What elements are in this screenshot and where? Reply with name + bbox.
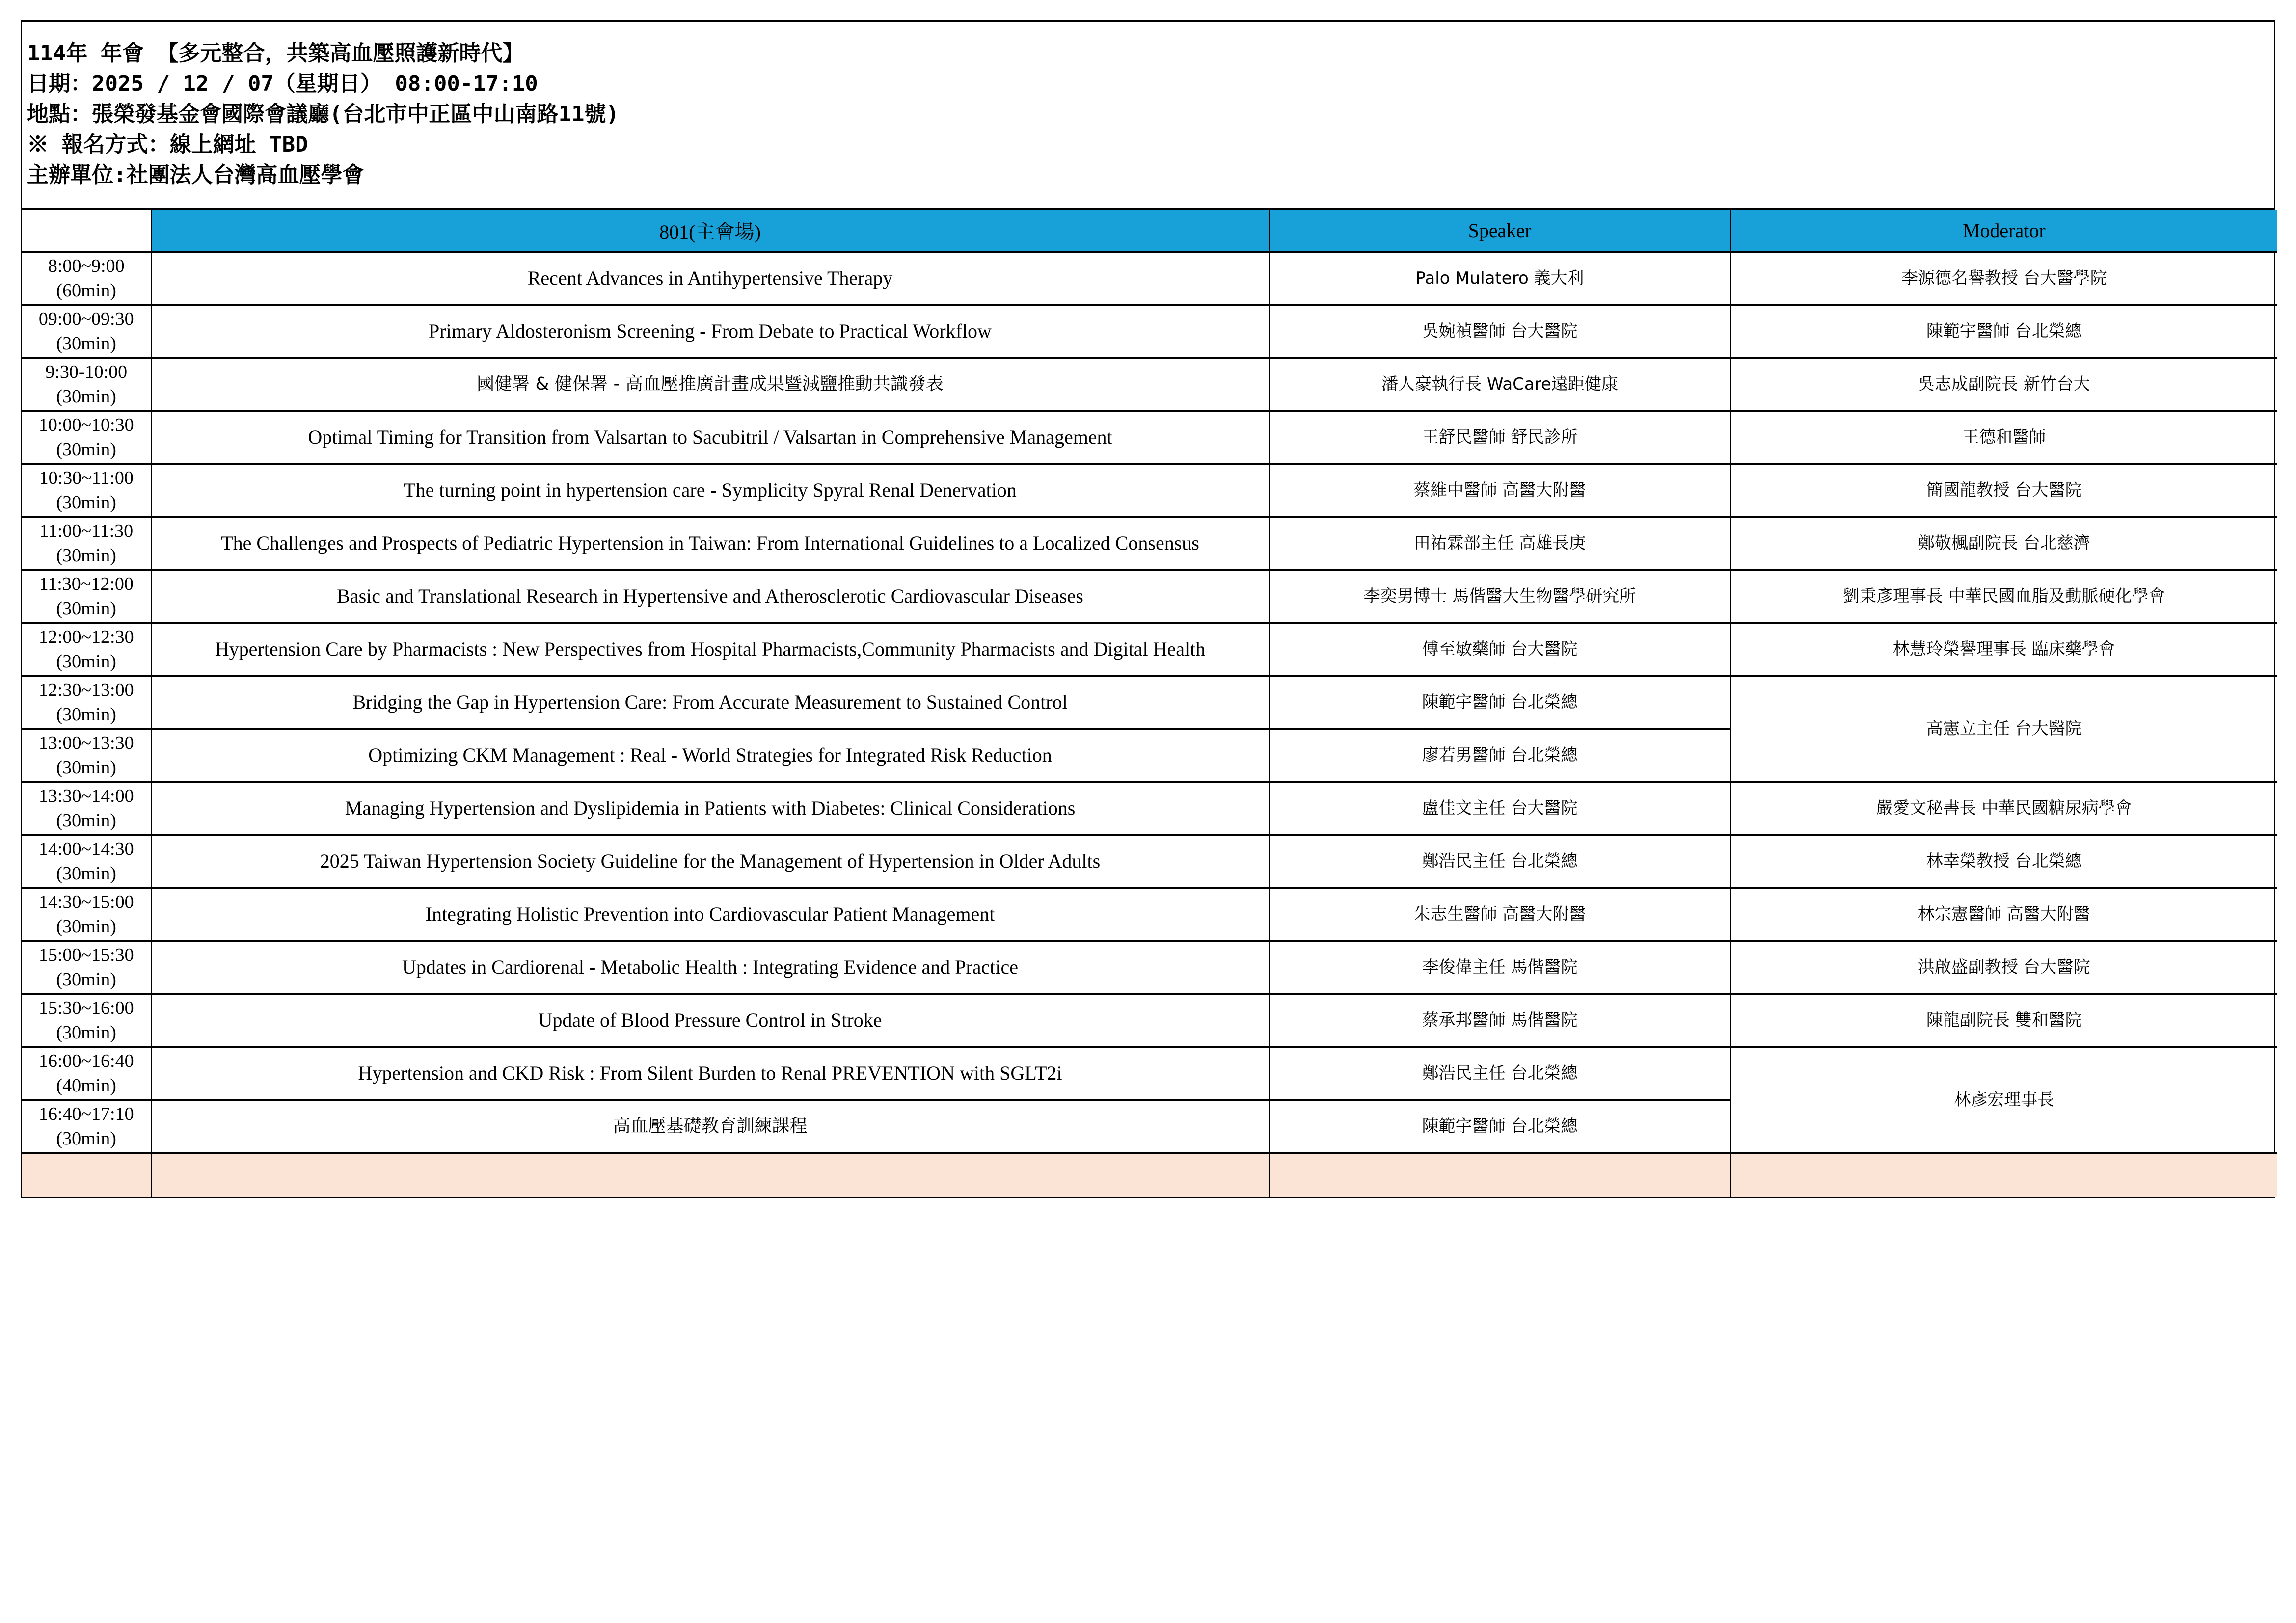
session-moderator: 嚴愛文秘書長 中華民國糖尿病學會 (1730, 782, 2277, 835)
session-topic: The Challenges and Prospects of Pediatric Hypertension in Taiwan: From International Guidelines to a Localized Consensus (151, 517, 1269, 570)
session-moderator: 陳範宇醫師 台北榮總 (1730, 305, 2277, 358)
session-duration: (30min) (56, 545, 116, 566)
session-time-cell (22, 835, 151, 888)
session-topic: Primary Aldosteronism Screening - From Debate to Practical Workflow (151, 305, 1269, 358)
session-moderator: 林宗憲醫師 高醫大附醫 (1730, 888, 2277, 941)
session-topic: 高血壓基礎教育訓練課程 (151, 1100, 1269, 1153)
session-moderator: 李源德名譽教授 台大醫學院 (1730, 252, 2277, 305)
session-time-cell (22, 676, 151, 729)
session-time-cell (22, 358, 151, 411)
session-time-cell (22, 517, 151, 570)
table-row (22, 517, 2277, 570)
session-time: 14:30~15:00 (38, 892, 134, 912)
session-time-cell (22, 464, 151, 517)
empty-footer-row (22, 1153, 2277, 1197)
session-duration: (30min) (56, 757, 116, 778)
session-topic: Updates in Cardiorenal - Metabolic Health : Integrating Evidence and Practice (151, 941, 1269, 994)
table-row (22, 782, 2277, 835)
session-topic: Managing Hypertension and Dyslipidemia in Patients with Diabetes: Clinical Considerations (151, 782, 1269, 835)
session-speaker: 李俊偉主任 馬偕醫院 (1269, 941, 1730, 994)
session-topic: 國健署 & 健保署 - 高血壓推廣計畫成果暨減鹽推動共識發表 (151, 358, 1269, 411)
session-duration: (30min) (56, 916, 116, 937)
session-time: 11:30~12:00 (39, 574, 134, 594)
session-time-cell (22, 305, 151, 358)
session-time: 9:30-10:00 (45, 362, 128, 382)
session-speaker: 田祐霖部主任 高雄長庚 (1269, 517, 1730, 570)
column-header-time (22, 210, 151, 252)
session-time-cell (22, 782, 151, 835)
session-duration: (30min) (56, 810, 116, 831)
session-time-cell (22, 570, 151, 623)
table-row (22, 411, 2277, 464)
session-topic: Recent Advances in Antihypertensive Therapy (151, 252, 1269, 305)
event-title: 114年 年會 【多元整合，共築高血壓照護新時代】 (27, 41, 524, 66)
table-row (22, 676, 2277, 729)
session-time: 13:30~14:00 (38, 786, 134, 806)
session-speaker: 陳範宇醫師 台北榮總 (1269, 1100, 1730, 1153)
session-speaker: 傅至敏藥師 台大醫院 (1269, 623, 1730, 676)
session-topic: Hypertension and CKD Risk : From Silent Burden to Renal PREVENTION with SGLT2i (151, 1047, 1269, 1100)
schedule-table (22, 210, 2277, 1197)
session-duration: (30min) (56, 969, 116, 990)
session-topic: Basic and Translational Research in Hypertensive and Atherosclerotic Cardiovascular Diseases (151, 570, 1269, 623)
session-moderator: 王德和醫師 (1730, 411, 2277, 464)
session-moderator: 林彥宏理事長 (1730, 1047, 2277, 1153)
table-row (22, 835, 2277, 888)
table-row (22, 252, 2277, 305)
column-header-topic: 801(主會場) (151, 210, 1269, 252)
session-speaker: 李奕男博士 馬偕醫大生物醫學研究所 (1269, 570, 1730, 623)
session-time: 16:40~17:10 (38, 1104, 134, 1124)
session-time: 16:00~16:40 (38, 1051, 134, 1071)
session-moderator: 簡國龍教授 台大醫院 (1730, 464, 2277, 517)
session-time: 15:00~15:30 (38, 945, 134, 965)
session-time: 8:00~9:00 (48, 256, 125, 276)
event-organizer: 主辦單位:社團法人台灣高血壓學會 (27, 162, 364, 187)
table-row (22, 941, 2277, 994)
session-speaker: 鄭浩民主任 台北榮總 (1269, 1047, 1730, 1100)
session-moderator: 劉秉彥理事長 中華民國血脂及動脈硬化學會 (1730, 570, 2277, 623)
column-header-speaker: Speaker (1269, 210, 1730, 252)
session-topic: Update of Blood Pressure Control in Stroke (151, 994, 1269, 1047)
session-time: 10:00~10:30 (38, 415, 134, 435)
session-time-cell (22, 623, 151, 676)
session-speaker: 鄭浩民主任 台北榮總 (1269, 835, 1730, 888)
session-time: 11:00~11:30 (39, 521, 134, 541)
session-duration: (30min) (56, 492, 116, 513)
session-moderator: 林幸榮教授 台北榮總 (1730, 835, 2277, 888)
session-speaker: Palo Mulatero 義大利 (1269, 252, 1730, 305)
session-speaker: 陳範宇醫師 台北榮總 (1269, 676, 1730, 729)
session-speaker: 盧佳文主任 台大醫院 (1269, 782, 1730, 835)
session-time: 12:30~13:00 (38, 680, 134, 700)
session-duration: (60min) (56, 280, 116, 301)
session-speaker: 潘人豪執行長 WaCare遠距健康 (1269, 358, 1730, 411)
session-speaker: 朱志生醫師 高醫大附醫 (1269, 888, 1730, 941)
session-topic: Optimizing CKM Management : Real - World Strategies for Integrated Risk Reduction (151, 729, 1269, 782)
session-time-cell (22, 252, 151, 305)
table-row (22, 305, 2277, 358)
column-header-row (22, 210, 2277, 252)
session-duration: (30min) (56, 333, 116, 354)
session-time-cell (22, 411, 151, 464)
table-row (22, 358, 2277, 411)
session-moderator: 陳龍副院長 雙和醫院 (1730, 994, 2277, 1047)
session-time-cell (22, 1100, 151, 1153)
table-row (22, 570, 2277, 623)
session-topic: Bridging the Gap in Hypertension Care: From Accurate Measurement to Sustained Control (151, 676, 1269, 729)
session-duration: (30min) (56, 651, 116, 672)
table-row (22, 464, 2277, 517)
empty-cell (22, 1153, 151, 1197)
table-row (22, 623, 2277, 676)
empty-cell (1269, 1153, 1730, 1197)
session-time: 15:30~16:00 (38, 998, 134, 1018)
session-duration: (30min) (56, 1022, 116, 1043)
event-info (22, 22, 2274, 210)
session-time: 13:00~13:30 (38, 733, 134, 753)
session-time-cell (22, 1047, 151, 1100)
session-moderator: 林慧玲榮譽理事長 臨床藥學會 (1730, 623, 2277, 676)
session-time: 10:30~11:00 (39, 468, 134, 488)
session-time-cell (22, 888, 151, 941)
session-moderator: 高憲立主任 台大醫院 (1730, 676, 2277, 782)
session-time: 09:00~09:30 (38, 309, 134, 329)
session-duration: (30min) (56, 439, 116, 460)
schedule-sheet (21, 20, 2275, 1198)
table-row (22, 1047, 2277, 1100)
column-header-moderator: Moderator (1730, 210, 2277, 252)
session-speaker: 王舒民醫師 舒民診所 (1269, 411, 1730, 464)
empty-cell (151, 1153, 1269, 1197)
session-topic: 2025 Taiwan Hypertension Society Guideline for the Management of Hypertension in Older Adults (151, 835, 1269, 888)
empty-cell (1730, 1153, 2277, 1197)
session-topic: Hypertension Care by Pharmacists : New Perspectives from Hospital Pharmacists,Community Pharmacists and Digital Health (151, 623, 1269, 676)
session-time: 12:00~12:30 (38, 627, 134, 647)
session-duration: (30min) (56, 863, 116, 884)
session-topic: Optimal Timing for Transition from Valsartan to Sacubitril / Valsartan in Comprehensive Management (151, 411, 1269, 464)
session-duration: (40min) (56, 1075, 116, 1096)
session-time-cell (22, 729, 151, 782)
table-row (22, 888, 2277, 941)
session-moderator: 吳志成副院長 新竹台大 (1730, 358, 2277, 411)
event-venue: 地點：張榮發基金會國際會議廳(台北市中正區中山南路11號) (27, 102, 619, 127)
session-topic: The turning point in hypertension care - Symplicity Spyral Renal Denervation (151, 464, 1269, 517)
session-moderator: 鄭敬楓副院長 台北慈濟 (1730, 517, 2277, 570)
event-registration: ※ 報名方式：線上網址 TBD (27, 132, 308, 157)
session-duration: (30min) (56, 598, 116, 619)
session-duration: (30min) (56, 386, 116, 407)
session-duration: (30min) (56, 1128, 116, 1149)
event-date: 日期：2025 / 12 / 07（星期日） 08:00-17:10 (27, 71, 538, 96)
table-row (22, 994, 2277, 1047)
session-speaker: 蔡維中醫師 高醫大附醫 (1269, 464, 1730, 517)
session-speaker: 廖若男醫師 台北榮總 (1269, 729, 1730, 782)
session-time-cell (22, 941, 151, 994)
session-time-cell (22, 994, 151, 1047)
session-topic: Integrating Holistic Prevention into Cardiovascular Patient Management (151, 888, 1269, 941)
session-speaker: 吳婉禎醫師 台大醫院 (1269, 305, 1730, 358)
session-moderator: 洪啟盛副教授 台大醫院 (1730, 941, 2277, 994)
session-duration: (30min) (56, 704, 116, 725)
session-time: 14:00~14:30 (38, 839, 134, 859)
session-speaker: 蔡承邦醫師 馬偕醫院 (1269, 994, 1730, 1047)
